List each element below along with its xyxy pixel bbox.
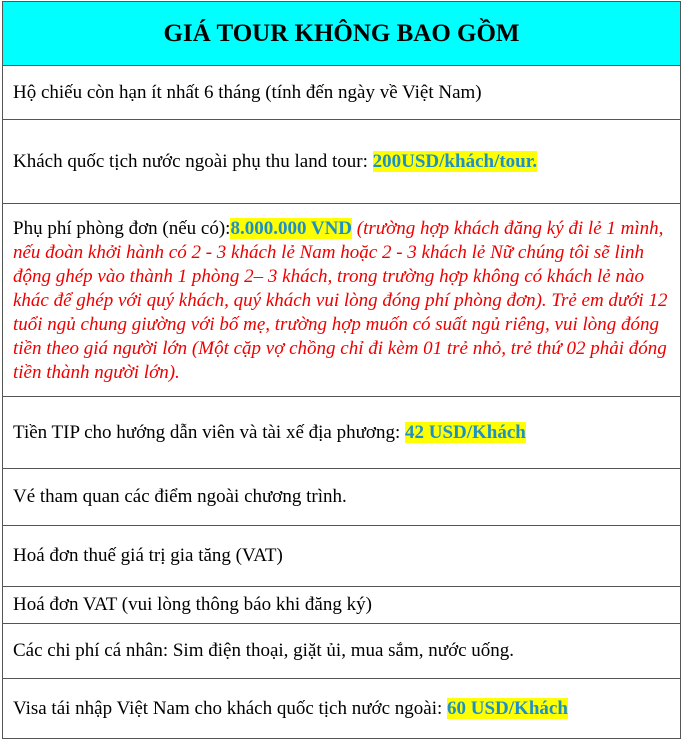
row-content [13,217,670,385]
row-content [13,150,537,174]
row-text: Hộ chiếu còn hạn ít nhất 6 tháng (tính đến ngày về Việt Nam) [13,81,482,103]
row-content [13,697,568,721]
table-row [3,525,680,586]
exclusions-table [2,1,681,739]
table-row [3,203,680,396]
row-text: Phụ phí phòng đơn (nếu có): [13,218,231,239]
price-highlight: 42 USD/Khách [404,421,526,443]
table-row [3,119,680,203]
table-row [3,396,680,468]
price-highlight: 60 USD/Khách [447,697,568,719]
row-text: Các chi phí cá nhân: Sim điện thoại, giặt ủi, mua sắm, nước uống. [13,640,515,661]
table-row [3,65,680,119]
table-row [3,468,680,525]
row-text: Hoá đơn VAT (vui lòng thông báo khi đăng ký) [13,594,372,615]
table-row [3,623,680,678]
table-row [3,678,680,738]
row-text: Vé tham quan các điểm ngoài chương trình. [13,486,347,507]
row-text: Khách quốc tịch nước ngoài phụ thu land tour: [13,150,373,172]
row-text: Visa tái nhập Việt Nam cho khách quốc tịch nước ngoài: [13,697,448,719]
price-highlight: 8.000.000 VND [230,218,353,239]
row-text: Hoá đơn thuế giá trị gia tăng (VAT) [13,545,283,566]
price-highlight: 200USD/khách/tour. [372,150,538,172]
row-text: Tiền TIP cho hướng dẫn viên và tài xế địa phương: [13,421,405,443]
row-content [13,421,526,445]
table-header [3,2,680,65]
table-row [3,586,680,623]
single-room-note: (trường hợp khách đăng ký đi lẻ 1 mình, nếu đoàn khởi hành có 2 - 3 khách lẻ Nam hoặc 2 - 3 khách lẻ Nữ chúng tôi sẽ linh động ghép vào thành 1 phòng 2– 3 khách, trong trường hợp không có khách lẻ nào khác để ghép với quý khách, quý khách vui lòng đóng phí phòng đơn). Trẻ em dưới 12 tuổi ngủ chung giường với bố mẹ, trường hợp muốn có suất ngủ riêng, vui lòng đóng tiền theo giá người lớn (Một cặp vợ chồng chỉ đi kèm 01 trẻ nhỏ, trẻ thứ 02 phải đóng tiền thành người lớn). [13,218,668,383]
page-title: GIÁ TOUR KHÔNG BAO GỒM [163,19,520,47]
